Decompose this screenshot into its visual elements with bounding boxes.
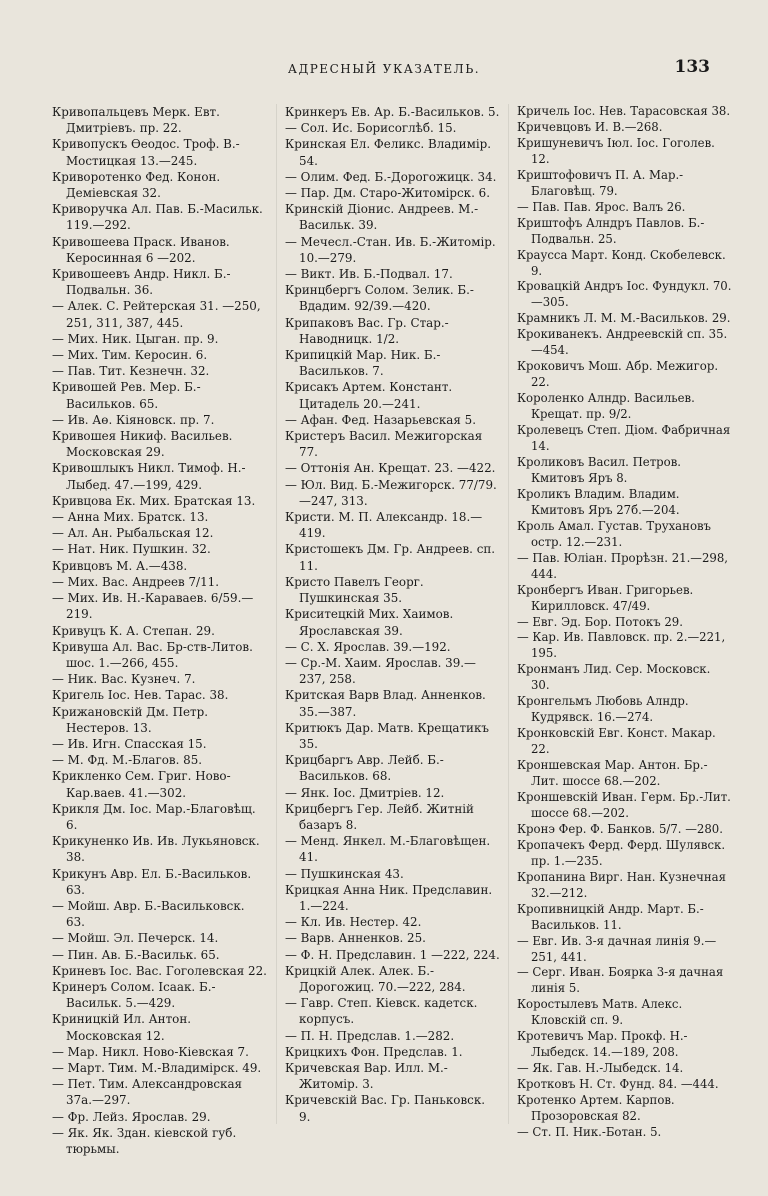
directory-entry: — П. Н. Предслав. 1.—282. bbox=[285, 1028, 455, 1043]
directory-entry: Кролевецъ Степ. Дiом. Фабричная 14. bbox=[517, 423, 731, 454]
directory-entry: Кровацкiй Андръ Iос. Фундукл. 70.—305. bbox=[517, 279, 732, 310]
directory-entry: Крипицкiй Мар. Ник. Б.-Васильков. 7. bbox=[285, 348, 441, 379]
directory-entry: Кристо Павелъ Георг. Пушкинская 35. bbox=[285, 574, 424, 606]
directory-entry: Кристи. М. П. Александр. 18.—419. bbox=[285, 510, 483, 541]
directory-entry: — Викт. Ив. Б.-Подвал. 17. bbox=[285, 267, 453, 282]
column-divider bbox=[508, 104, 509, 1124]
directory-entry: — Мойш. Эл. Печерск. 14. bbox=[52, 931, 219, 946]
directory-entry: Кротевичъ Мар. Прокф. Н.-Лыбедск. 14.—189, 208. bbox=[517, 1029, 688, 1060]
directory-entry: Кристеръ Васил. Межигорская 77. bbox=[285, 429, 483, 460]
directory-entry: Крикленко Сем. Григ. Ново-Кар.ваев. 41.—302. bbox=[52, 769, 231, 800]
directory-entry: Кричель Iос. Нев. Тарасовская 38. bbox=[517, 104, 731, 118]
directory-entry: Криницкiй Ил. Антон. Московская 12. bbox=[52, 1012, 192, 1043]
directory-entry: Крисакъ Артем. Констант. Цитадель 20.—241. bbox=[285, 380, 453, 411]
directory-entry: Кропивницкiй Андр. Март. Б.-Васильков. 11. bbox=[517, 901, 704, 932]
directory-entry: Крицкихъ Фон. Предслав. 1. bbox=[285, 1044, 463, 1059]
directory-entry: Кринская Ел. Феликс. Владимiр. 54. bbox=[285, 137, 492, 168]
directory-entry: — Мечесл.-Стан. Ив. Б.-Житомiр. 10.—279. bbox=[285, 234, 496, 265]
directory-entry: — Як. Як. Здан. кiевской губ. тюрьмы. bbox=[52, 1125, 237, 1156]
directory-entry: — Мих. Ник. Цыган. пр. 9. bbox=[52, 331, 219, 346]
directory-entry: — Алек. С. Рейтерская 31. —250, 251, 311, 387, 445. bbox=[52, 299, 261, 330]
directory-entry: Кронманъ Лид. Сер. Московск. 30. bbox=[517, 662, 711, 693]
directory-entry: — Ср.-М. Хаим. Ярослав. 39.—237, 258. bbox=[285, 655, 476, 687]
directory-entry: Критская Варв Влад. Анненков. 35.—387. bbox=[285, 688, 486, 719]
directory-entry: — Пин. Ав. Б.-Васильк. 65. bbox=[52, 947, 220, 962]
directory-entry: — Мих. Вас. Андреев 7/11. bbox=[52, 574, 219, 589]
directory-entry: — Олим. Фед. Б.-Дорогожицк. 34. bbox=[285, 169, 497, 184]
directory-entry: — Сол. Ис. Борисоглѣб. 15. bbox=[285, 121, 457, 136]
directory-entry: — Мар. Никл. Ново-Кiевская 7. bbox=[52, 1044, 249, 1059]
directory-entry: — Янк. Iос. Дмитрiев. 12. bbox=[285, 785, 445, 800]
directory-entry: Крикля Дм. Iос. Мар.-Благовѣщ. 6. bbox=[52, 801, 256, 832]
directory-entry: Криворотенко Фед. Конон. Демiевская 32. bbox=[52, 169, 221, 201]
directory-entry: Кринеръ Солом. Iсаак. Б.-Васильк. 5.—429. bbox=[52, 979, 216, 1011]
directory-entry: Кричевская Вар. Илл. М.-Житомiр. 3. bbox=[285, 1060, 448, 1092]
directory-entry: — Пав. Пав. Ярос. Валъ 26. bbox=[517, 199, 686, 214]
directory-entry: Кронковскiй Евг. Конст. Макар. 22. bbox=[517, 726, 716, 757]
directory-entry: — Пушкинская 43. bbox=[285, 866, 404, 881]
directory-entry: Кривуцъ К. А. Степан. 29. bbox=[52, 623, 215, 638]
directory-entry: — Кл. Ив. Нестер. 42. bbox=[285, 915, 422, 930]
directory-entry: Кривошеева Праск. Иванов. Керосинная 6 —202. bbox=[52, 234, 230, 265]
directory-entry: Кроликовъ Васил. Петров. Кмитовъ Яръ 8. bbox=[517, 454, 681, 485]
directory-entry: — Ник. Вас. Кузнеч. 7. bbox=[52, 672, 196, 687]
directory-entry: Короленко Алндр. Васильев. Крещат. пр. 9/2. bbox=[517, 391, 695, 422]
directory-column-2 bbox=[285, 104, 500, 1125]
directory-entry: — Фр. Лейз. Ярослав. 29. bbox=[52, 1109, 211, 1124]
directory-entry: — Мих. Тим. Керосин. 6. bbox=[52, 348, 208, 363]
directory-entry: Кринцбергъ Солом. Зелик. Б.-Вдадим. 92/39.—420. bbox=[285, 283, 474, 314]
directory-column-3 bbox=[517, 104, 732, 1141]
directory-entry: Кривошлыкъ Никл. Тимоф. Н.-Лыбед. 47.—199, 429. bbox=[52, 461, 246, 492]
directory-entry: — Ив. Аө. Кiяновск. пр. 7. bbox=[52, 412, 215, 427]
directory-entry: Кропачекъ Ферд. Ферд. Шулявск. пр. 1.—235. bbox=[517, 837, 726, 868]
directory-entry: Кротковъ Н. Ст. Фунд. 84. —444. bbox=[517, 1077, 719, 1092]
directory-entry: Криштофовичъ П. А. Мар.-Благовѣщ. 79. bbox=[517, 167, 684, 198]
directory-entry: — Ф. Н. Предславин. 1 —222, 224. bbox=[285, 947, 500, 962]
directory-entry: — Пав. Тит. Кезнечн. 32. bbox=[52, 364, 210, 379]
directory-entry: Крицкая Анна Ник. Предславин. 1.—224. bbox=[285, 882, 493, 913]
directory-entry: Кронгельмъ Любовь Алндр. Кудрявск. 16.—274. bbox=[517, 694, 689, 725]
directory-entry: Крижановскiй Дм. Петр. Нестеров. 13. bbox=[52, 704, 208, 735]
directory-entry: Кривошеевъ Андр. Никл. Б.-Подвальн. 36. bbox=[52, 267, 231, 298]
directory-entry: Кричевцовъ И. В.—268. bbox=[517, 119, 663, 134]
directory-entry: Кронэ Фер. Ф. Банков. 5/7. —280. bbox=[517, 821, 723, 836]
directory-entry: Кришуневичъ Iюл. Iос. Гоголев. 12. bbox=[517, 135, 715, 166]
directory-entry: Крикунъ Авр. Ел. Б.-Васильков. 63. bbox=[52, 866, 252, 897]
directory-entry: — Варв. Анненков. 25. bbox=[285, 931, 426, 946]
directory-entry: Кротенко Артем. Карпов. Прозоровская 82. bbox=[517, 1093, 675, 1124]
directory-entry: Крипаковъ Вас. Гр. Стар.-Наводницк. 1/2. bbox=[285, 315, 449, 346]
directory-entry: — Мойш. Авр. Б.-Васильковск. 63. bbox=[52, 898, 245, 930]
directory-entry: — Юл. Вид. Б.-Межигорск. 77/79.—247, 313. bbox=[285, 477, 497, 508]
directory-entry: Кроковичъ Мош. Абр. Межигор. 22. bbox=[517, 359, 719, 390]
directory-entry: — Кар. Ив. Павловск. пр. 2.—221, 195. bbox=[517, 630, 726, 661]
column-divider bbox=[276, 104, 277, 1124]
directory-entry: Криворучка Ал. Пав. Б.-Масильк. 119.—292. bbox=[52, 202, 263, 233]
directory-entry: — Пет. Тим. Александровская 37а.—297. bbox=[52, 1077, 243, 1108]
directory-entry: — Менд. Янкел. М.-Благовѣщен. 41. bbox=[285, 834, 491, 865]
directory-entry: Критюкъ Дар. Матв. Крещатикъ 35. bbox=[285, 720, 489, 751]
directory-entry: — Март. Тим. М.-Владимiрск. 49. bbox=[52, 1060, 262, 1075]
directory-entry: Кривуша Ал. Вас. Бр-ств-Литов. шос. 1.—266, 455. bbox=[52, 639, 253, 670]
directory-entry: Кривцовъ М. А.—438. bbox=[52, 558, 188, 573]
directory-entry: — Афан. Фед. Назарьевская 5. bbox=[285, 412, 476, 427]
directory-entry: — Ал. Ан. Рыбальская 12. bbox=[52, 526, 214, 541]
directory-entry: — Як. Гав. Н.-Лыбедск. 14. bbox=[517, 1061, 684, 1076]
directory-entry: — Анна Мих. Братск. 13. bbox=[52, 510, 209, 525]
directory-entry: Кринкеръ Ев. Ар. Б.-Васильков. 5. bbox=[285, 105, 500, 119]
directory-entry: — Мих. Ив. Н.-Караваев. 6/59.—219. bbox=[52, 591, 254, 622]
page-number: 133 bbox=[674, 57, 710, 77]
directory-entry: Кроншевскiй Иван. Герм. Бр.-Лит. шоссе 68.—202. bbox=[517, 789, 731, 820]
directory-entry: Крокиванекъ. Андреевскiй сп. 35.—454. bbox=[517, 327, 728, 358]
directory-entry: Кроликъ Владим. Владим. Кмитовъ Яръ 27б.—204. bbox=[517, 486, 680, 517]
directory-entry: Крамникъ Л. М. М.-Васильков. 29. bbox=[517, 311, 731, 326]
directory-column-1 bbox=[52, 104, 267, 1157]
directory-entry: Краусса Март. Конд. Скобелевск. 9. bbox=[517, 247, 726, 278]
directory-entry: Криштофъ Алндръ Павлов. Б.-Подвальн. 25. bbox=[517, 215, 705, 246]
directory-entry: Кринскiй Дiонис. Андреев. М.-Васильк. 39. bbox=[285, 202, 479, 233]
directory-entry: Крицбергъ Гер. Лейб. Житнiй базаръ 8. bbox=[285, 801, 474, 832]
directory-entry: — Нат. Ник. Пушкин. 32. bbox=[52, 542, 211, 557]
directory-entry: Кривцова Ек. Мих. Братская 13. bbox=[52, 493, 256, 508]
directory-entry: — Ив. Игн. Спасская 15. bbox=[52, 736, 207, 751]
directory-entry: Кригель Iос. Нев. Тарас. 38. bbox=[52, 688, 229, 703]
directory-entry: Кроль Амал. Густав. Трухановъ остр. 12.—231. bbox=[517, 518, 711, 549]
directory-entry: Крицкiй Алек. Алек. Б.-Дорогожиц. 70.—222, 284. bbox=[285, 963, 466, 994]
directory-entry: Кривопускъ Өеодос. Троф. В.-Мостицкая 13.—245. bbox=[52, 137, 240, 168]
directory-entry: Кривошей Рев. Мер. Б.-Васильков. 65. bbox=[52, 380, 201, 411]
directory-entry: Криневъ Iос. Вас. Гоголевская 22. bbox=[52, 963, 267, 978]
directory-entry: — Оттонiя Ан. Крещат. 23. —422. bbox=[285, 461, 496, 476]
directory-entry: — Евг. Ив. 3-я дачная линiя 9.—251, 441. bbox=[517, 933, 717, 964]
directory-entry: Криситецкiй Мих. Хаимов. Ярославская 39. bbox=[285, 607, 454, 638]
directory-entry: — Гавр. Степ. Кiевск. кадетск. корпусъ. bbox=[285, 996, 478, 1027]
directory-entry: — Пар. Дм. Старо-Житомiрск. 6. bbox=[285, 186, 491, 201]
directory-entry: Кропанина Вирг. Нан. Кузнечная 32.—212. bbox=[517, 869, 727, 900]
directory-entry: — Ст. П. Ник.-Ботан. 5. bbox=[517, 1125, 662, 1139]
directory-entry: Кроншевская Мар. Антон. Бр.-Лит. шоссе 68.—202. bbox=[517, 758, 708, 789]
directory-entry: — М. Фд. М.-Благов. 85. bbox=[52, 753, 203, 768]
page-header-title: АДРЕСНЫЙ УКАЗАТЕЛЬ. bbox=[287, 62, 481, 76]
directory-entry: — Евг. Эд. Бор. Потокъ 29. bbox=[517, 614, 683, 629]
directory-entry: — Серг. Иван. Боярка 3-я дачная линiя 5. bbox=[517, 965, 724, 996]
directory-entry: Крицбаргъ Авр. Лейб. Б.-Васильков. 68. bbox=[285, 753, 444, 784]
directory-entry: Кривошея Никиф. Васильев. Московская 29. bbox=[52, 429, 233, 460]
directory-entry: Коростылевъ Матв. Алекс. Кловскiй сп. 9. bbox=[517, 997, 683, 1028]
directory-entry: Кристошекъ Дм. Гр. Андреев. сп. 11. bbox=[285, 542, 496, 573]
directory-entry: Крикуненко Ив. Ив. Лукьяновск. 38. bbox=[52, 834, 260, 865]
directory-entry: Кронбергъ Иван. Григорьев. Кирилловск. 47/49. bbox=[517, 582, 694, 613]
directory-entry: — Пав. Юлiан. Прорѣзн. 21.—298, 444. bbox=[517, 550, 729, 581]
directory-entry: Кривопальцевъ Мерк. Евт. Дмитрiевъ. пр. 22. bbox=[52, 105, 220, 136]
directory-entry: Кричевскiй Вас. Гр. Паньковск. 9. bbox=[285, 1093, 486, 1124]
directory-entry: — С. Х. Ярослав. 39.—192. bbox=[285, 639, 451, 654]
